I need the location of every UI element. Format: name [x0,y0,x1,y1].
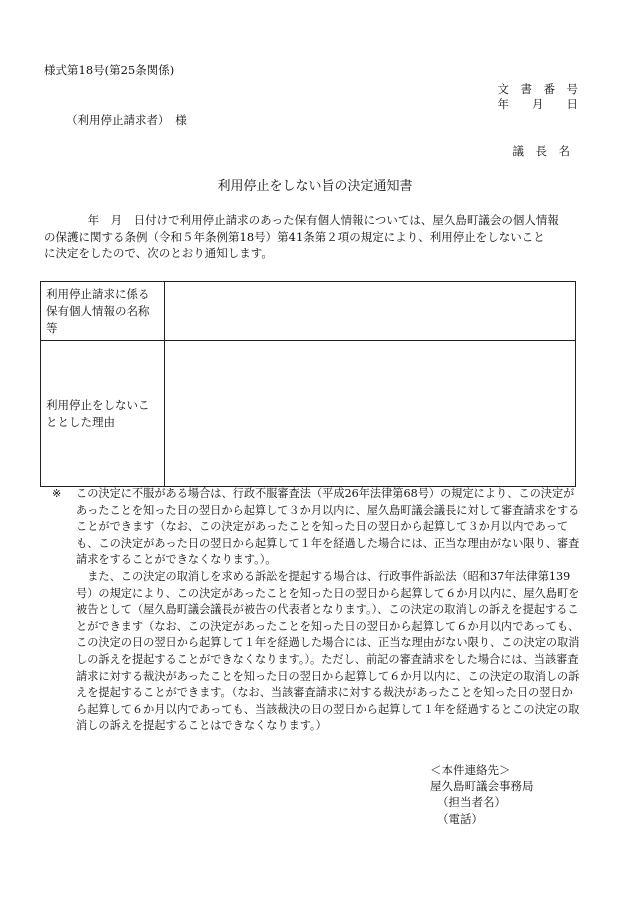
request-info-label: 利用停止請求に係る保有個人情報の名称等 [41,282,165,341]
note-lawsuit: また、この決定の取消しを求める訴訟を提起する場合は、行政事件訴訟法（昭和37年法律第139号）の規定により、この決定があったことを知った日の翌日から起算して６か月以内に、屋久島町を被告として（屋久島町議会議長が被告の代表者となります。）、この決定の取消しの訴えを提起することができます（なお、この決定があったことを知った日の翌日から起算して６か月以内であっても、この決定の日の翌日から起算して１年を経過した場合には、正当な理由がない限り、この決定の取消しの訴えを提起することができなくなります。）。ただし、前記の審査請求をした場合には、当該審査請求に対する裁決があったことを知った日の翌日から起算して６か月以内に、この決定の取消しの訴えを提起することができます。（なお、当該審査請求に対する裁決があったことを知った日の翌日から起算して６か月以内であっても、当該裁決の日の翌日から起算して１年を経過するとこの決定の取消しの訴えを提起することはできなくなります。） [76,569,580,733]
intro-line-2: の保護に関する条例（令和５年条例第18号）第41条第２項の規定により、利用停止をしないこと [44,229,545,244]
date-label: 年 月 日 [497,97,578,111]
table-row [41,341,576,487]
contact-office: 屋久島町議会事務局 [430,779,534,794]
contact-block [430,762,534,827]
note-mark: ※ [52,487,62,500]
sender-name: 議 長 名 [512,144,570,158]
decision-table [40,281,576,487]
contact-heading: ＜本件連絡先＞ [430,763,511,777]
reason-value [165,341,576,487]
intro-paragraph [44,212,582,262]
intro-line-3: に決定をしたので、次のとおり通知します。 [44,246,273,261]
contact-person: （担当者名） [437,795,506,810]
table-row [41,282,576,341]
note-appeal [44,486,584,569]
notes-section [44,486,584,735]
document-number-label: 文 書 番 号 [497,82,578,96]
addressee: （利用停止請求者） 様 [66,113,187,127]
request-info-value [165,282,576,341]
note-appeal-text: この決定に不服がある場合は、行政不服審査法（平成26年法律第68号）の規定により、この決定があったことを知った日の翌日から起算して３か月以内に、屋久島町議会議長に対して審査請求をすることができます（なお、この決定があったことを知った日の翌日から起算して３か月以内であっても、この決定があった日の翌日から起算して１年を経過した場合には、正当な理由がない限り、審査請求をすることができなくなります。）。 [76,487,580,567]
contact-phone: （電話） [437,811,483,826]
form-number: 様式第18号(第25条関係) [44,63,175,77]
intro-line-1: 年 月 日付けで利用停止請求のあった保有個人情報については、屋久島町議会の個人情報 [64,213,559,227]
reason-label: 利用停止をしないこととした理由 [41,341,165,487]
document-title: 利用停止をしない旨の決定通知書 [217,179,413,194]
